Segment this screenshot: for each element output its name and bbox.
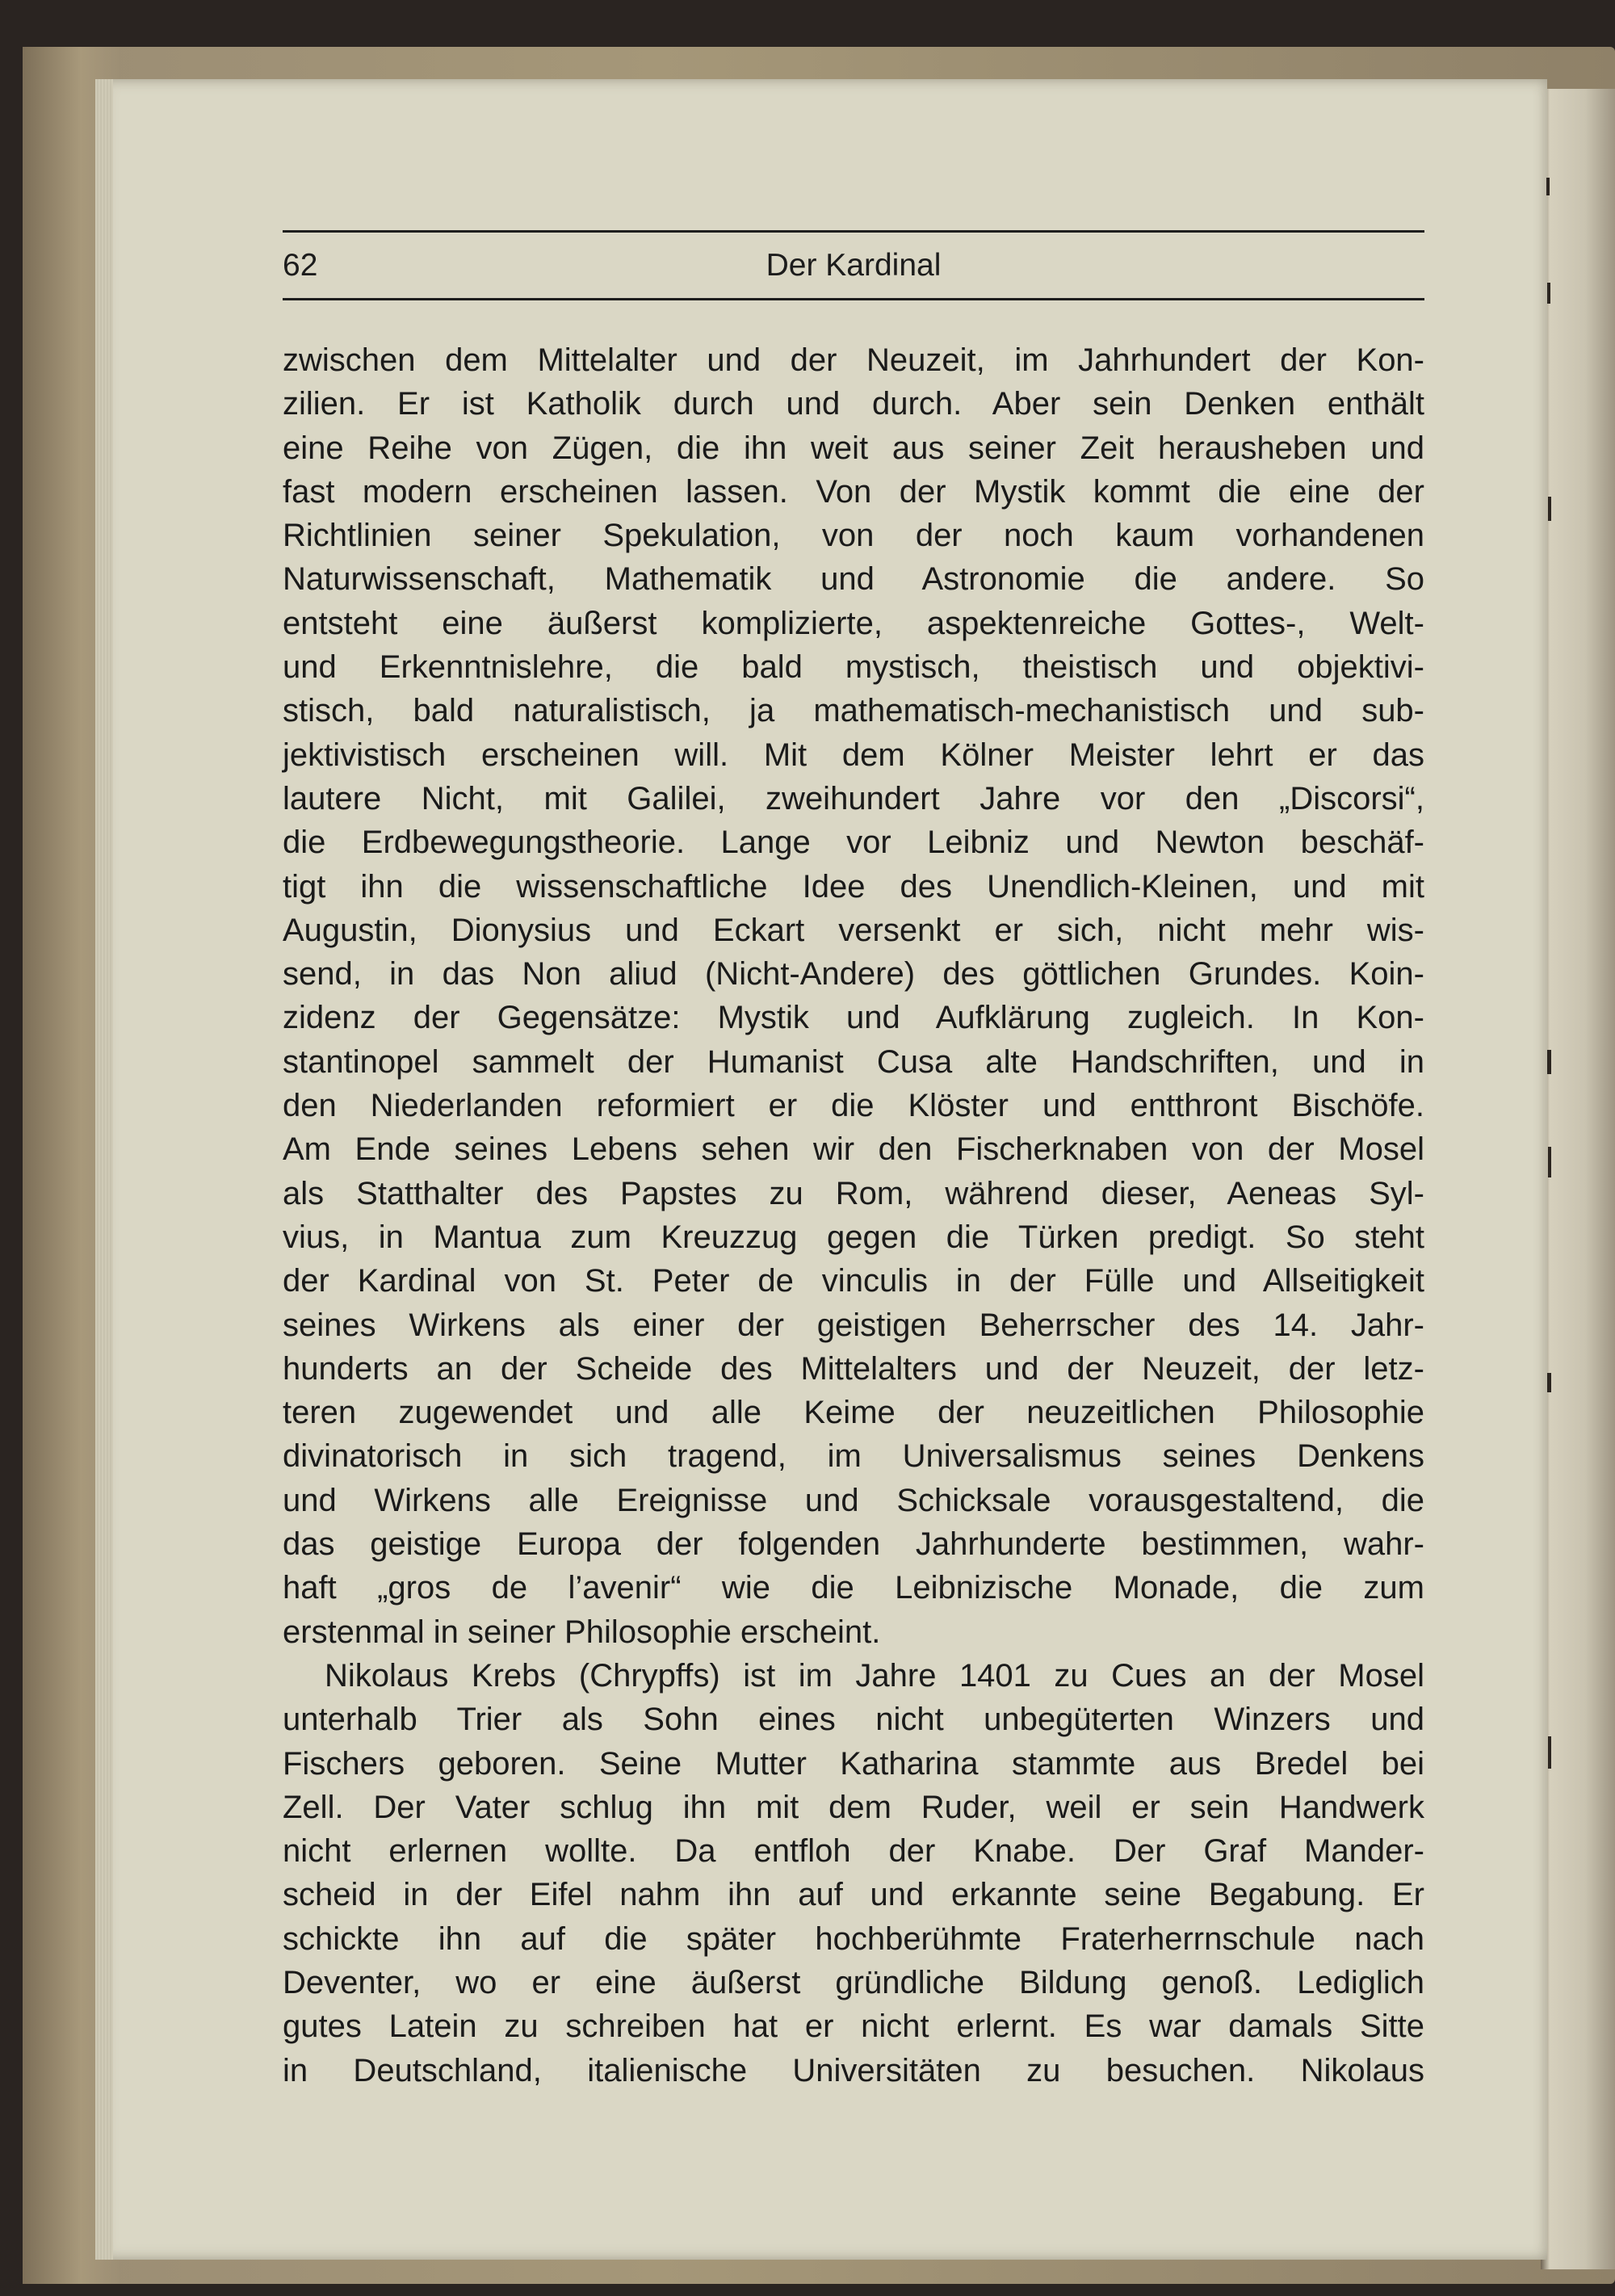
body-text — [283, 338, 1424, 2092]
text-line: send, in das Non aliud (Nicht-Andere) des göttlichen Grundes. Koin- — [283, 956, 1424, 993]
text-line: den Niederlanden reformiert er die Klöster und entthront Bischöfe. — [283, 1088, 1424, 1124]
paragraph — [283, 338, 1424, 1654]
text-line: und Wirkens alle Ereignisse und Schicksale vorausgestaltend, die — [283, 1482, 1424, 1518]
text-line: unterhalb Trier als Sohn eines nicht unbegüterten Winzers und — [283, 1702, 1424, 1738]
text-line: in Deutschland, italienische Universitäten zu besuchen. Nikolaus — [283, 2052, 1424, 2088]
text-line: als Statthalter des Papstes zu Rom, während dieser, Aeneas Syl- — [283, 1175, 1424, 1211]
margin-speck — [1547, 1373, 1551, 1392]
text-line: teren zugewendet und alle Keime der neuzeitlichen Philosophie — [283, 1395, 1424, 1431]
text-line: haft „gros de l’avenir“ wie die Leibnizische Monade, die zum — [283, 1570, 1424, 1606]
header-rule-top — [283, 230, 1424, 233]
running-title: Der Kardinal — [766, 248, 942, 283]
text-line: fast modern erscheinen lassen. Von der Mystik kommt die eine der — [283, 473, 1424, 510]
header-rule-bottom — [283, 298, 1424, 300]
text-line: Richtlinien seiner Spekulation, von der noch kaum vorhandenen — [283, 518, 1424, 554]
text-line: das geistige Europa der folgenden Jahrhunderte bestimmen, wahr- — [283, 1526, 1424, 1563]
text-line: Nikolaus Krebs (Chrypffs) ist im Jahre 1401 zu Cues an der Mosel — [325, 1657, 1424, 1694]
margin-speck — [1548, 1147, 1551, 1177]
text-line: nicht erlernen wollte. Da entfloh der Knabe. Der Graf Mander- — [283, 1833, 1424, 1870]
paragraph — [283, 1654, 1424, 2092]
text-line: divinatorisch in sich tragend, im Universalismus seines Denkens — [283, 1438, 1424, 1475]
text-line: und Erkenntnislehre, die bald mystisch, theistisch und objektivi- — [283, 649, 1424, 686]
text-line: gutes Latein zu schreiben hat er nicht erlernt. Es war damals Sitte — [283, 2008, 1424, 2045]
text-line: entsteht eine äußerst komplizierte, aspektenreiche Gottes-, Welt- — [283, 605, 1424, 641]
text-line: Fischers geboren. Seine Mutter Katharina stammte aus Bredel bei — [283, 1745, 1424, 1782]
text-line: Naturwissenschaft, Mathematik und Astronomie die andere. So — [283, 561, 1424, 598]
text-line: erstenmal in seiner Philosophie erscheint. — [283, 1614, 881, 1650]
text-line: seines Wirkens als einer der geistigen Beherrscher des 14. Jahr- — [283, 1307, 1424, 1343]
text-line: zilien. Er ist Katholik durch und durch. Aber sein Denken enthält — [283, 386, 1424, 422]
text-line: stantinopel sammelt der Humanist Cusa alte Handschriften, und in — [283, 1043, 1424, 1080]
text-line: hunderts an der Scheide des Mittelalters und der Neuzeit, der letz- — [283, 1350, 1424, 1387]
text-line: jektivistisch erscheinen will. Mit dem Kölner Meister lehrt er das — [283, 737, 1424, 773]
text-line: die Erdbewegungstheorie. Lange vor Leibniz und Newton beschäf- — [283, 825, 1424, 861]
page-stack-edge — [95, 79, 113, 2260]
text-line: lautere Nicht, mit Galilei, zweihundert Jahre vor den „Discorsi“, — [283, 780, 1424, 816]
text-line: Deventer, wo er eine äußerst gründliche Bildung genoß. Lediglich — [283, 1964, 1424, 2000]
margin-speck — [1547, 283, 1550, 304]
margin-speck — [1546, 178, 1550, 195]
text-line: schickte ihn auf die später hochberühmte Fraterherrnschule nach — [283, 1920, 1424, 1957]
text-line: Am Ende seines Lebens sehen wir den Fischerknaben von der Mosel — [283, 1131, 1424, 1168]
text-line: scheid in der Eifel nahm ihn auf und erkannte seine Begabung. Er — [283, 1877, 1424, 1913]
facing-page-edge — [1541, 89, 1615, 2269]
text-line: tigt ihn die wissenschaftliche Idee des Unendlich-Kleinen, und mit — [283, 868, 1424, 905]
margin-speck — [1548, 1736, 1551, 1769]
text-line: vius, in Mantua zum Kreuzzug gegen die Türken predigt. So steht — [283, 1219, 1424, 1255]
text-line: zidenz der Gegensätze: Mystik und Aufklärung zugleich. In Kon- — [283, 1000, 1424, 1036]
text-line: Augustin, Dionysius und Eckart versenkt er sich, nicht mehr wis- — [283, 912, 1424, 948]
text-line: zwischen dem Mittelalter und der Neuzeit, im Jahrhundert der Kon- — [283, 342, 1424, 378]
margin-speck — [1547, 1050, 1551, 1074]
text-line: Zell. Der Vater schlug ihn mit dem Ruder, weil er sein Handwerk — [283, 1789, 1424, 1825]
margin-speck — [1548, 497, 1551, 521]
text-line: eine Reihe von Zügen, die ihn weit aus seiner Zeit herausheben und — [283, 430, 1424, 466]
text-line: stisch, bald naturalistisch, ja mathematisch-mechanistisch und sub- — [283, 693, 1424, 729]
running-head — [283, 230, 1424, 303]
page-number: 62 — [283, 248, 318, 283]
text-line: der Kardinal von St. Peter de vinculis in der Fülle und Allseitigkeit — [283, 1263, 1424, 1299]
